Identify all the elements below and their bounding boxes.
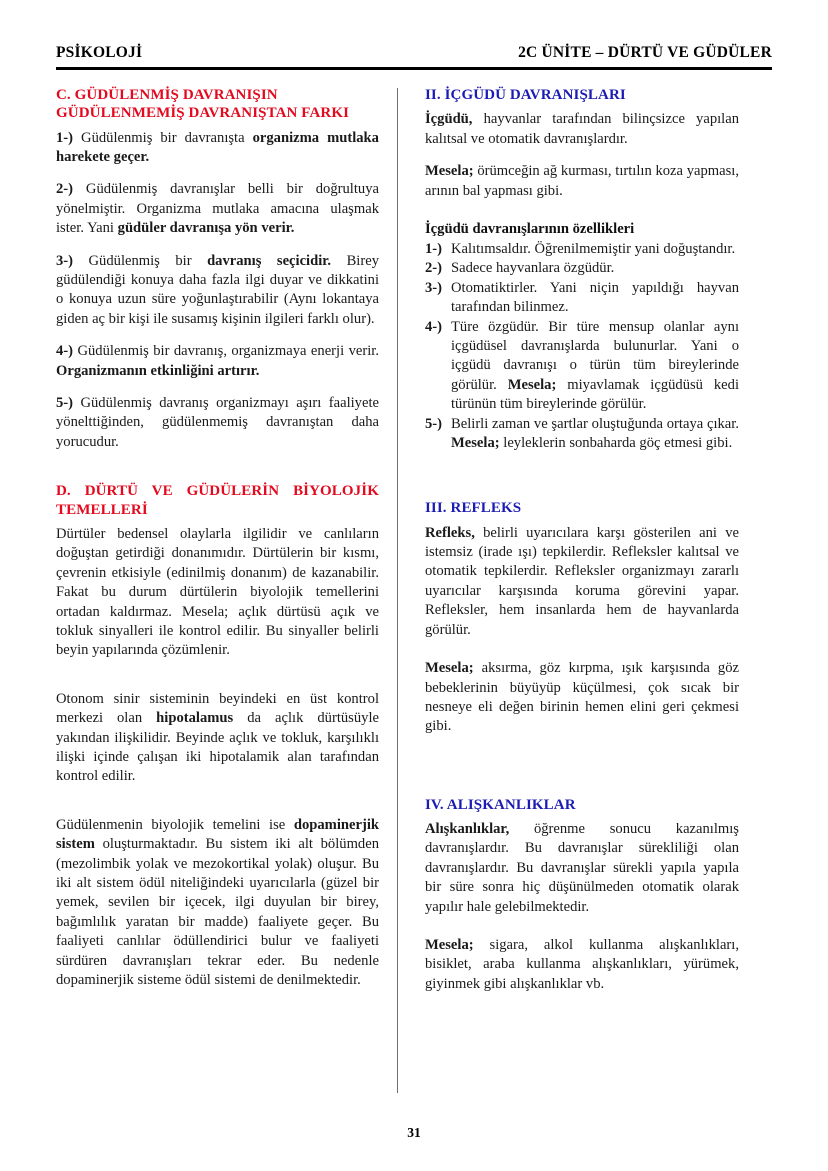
body-text: leyleklerin sonbaharda göç etmesi gibi. [499, 434, 733, 451]
header-rule [56, 67, 772, 70]
emphasis-text: dopaminerjik sistem [56, 816, 379, 853]
list-item [425, 259, 739, 278]
emphasis-text: 5-) [56, 395, 81, 412]
body-text: Güdülenmiş bir [88, 252, 208, 269]
emphasis-text: Mesela; [425, 163, 474, 180]
body-text: Belirli zaman ve şartlar oluştuğunda ortaya çıkar. [451, 415, 739, 432]
section-d-paragraph-1 [56, 525, 379, 661]
body-text: Otomatiktirler. Yani niçin yapıldığı hayvan tarafından bilinmez. [451, 279, 739, 316]
spacer [56, 674, 379, 690]
instinct-traits-list [425, 240, 739, 453]
list-item [425, 318, 739, 415]
body-text: Güdülenmenin biyolojik temelini ise [56, 816, 294, 833]
body-text: Birey güdülendiği konuya daha fazla ilgi duyar ve dikkatini o konuya uzun süre yoğunlaştırabilir (Aynı lokantaya giden aç bir kişi ile susamış kişinin ilgileri farklı olur). [56, 252, 379, 327]
body-text: hayvanlar tarafından bilinçsizce yapılan kalıtsal ve otomatik davranışlardır. [425, 111, 739, 147]
emphasis-text: 1-) [56, 129, 82, 146]
section-iii-paragraph-1 [425, 524, 739, 640]
running-head-subject: PSİKOLOJİ [56, 44, 143, 61]
emphasis-text: güdüler davranışa yön verir. [117, 220, 295, 237]
emphasis-text: 2-) [56, 181, 86, 198]
body-text: Sadece hayvanlara özgüdür. [451, 260, 615, 277]
emphasis-text: Mesela; [425, 660, 474, 677]
section-c-items [56, 129, 379, 453]
left-column [56, 86, 397, 1003]
section-iii-paragraph-2 [425, 659, 739, 737]
body-text: oluşturmaktadır. Bu sistem iki alt bölümden (mezolimbik yolak ve mezokortikal yolak) oluşur. Bu iki alt sistem ödül niteliğindeki uyarıcılarla (güzel bir yemek, sevilen bir içecek, ilgi duyulan bir birey, bağımlılık yaratan bir madde) faaliyete geçer. Bu faaliyeti canlılar ödüllendirici bulur ve faaliyeti sürdüren davranışları tekrar eder. Bu nedenle dopaminerjik sisteme ödül sistemi de denilmektedir. [56, 836, 379, 988]
emphasis-text: Mesela; [507, 376, 557, 393]
list-item-number: 5-) [425, 415, 443, 432]
instinct-traits-heading: İçgüdü davranışlarının özellikleri [425, 220, 635, 237]
list-item [425, 279, 739, 318]
body-text: Otonom sinir sisteminin beyindeki en üst kontrol merkezi olan [56, 690, 379, 727]
page-number: 31 [407, 1125, 421, 1140]
right-column [398, 86, 739, 1007]
emphasis-text: İçgüdü, [425, 111, 473, 128]
section-d-paragraph-2 [56, 690, 379, 787]
list-item-number: 2-) [425, 260, 443, 277]
list-item [425, 415, 739, 454]
body-text: Türe özgüdür. Bir türe mensup olanlar aynı içgüdüsel davranışlarda bulunurlar. Yani o içgüdü davranışı o türün tüm bireylerinde görülür. [451, 318, 739, 393]
spacer [56, 452, 379, 482]
numbered-paragraph [56, 252, 379, 330]
body-text: örümceğin ağ kurması, tırtılın koza yapması, arının bal yapması gibi. [425, 163, 739, 199]
list-item [425, 240, 739, 259]
numbered-paragraph [56, 180, 379, 238]
numbered-paragraph [56, 342, 379, 381]
running-head [56, 44, 772, 67]
body-text: Güdülenmiş davranış organizmayı aşırı faaliyete yönelttiğinden, güdülenmemiş davranıştan daha yorucudur. [56, 395, 379, 450]
body-text: öğrenme sonucu kazanılmış davranışlardır. Bu davranışlar sürekliliği olan davranışlardır. Bu davranışlar sürekli yapıla yapıla bir süre sonra hiç düşünülmeden otomatik olarak yapılır hale gelebilmektedir. [425, 821, 739, 915]
numbered-paragraph [56, 394, 379, 452]
emphasis-text: Mesela; [425, 937, 474, 954]
body-text: Güdülenmiş bir davranış, organizmaya enerji verir. [77, 343, 379, 360]
spacer [425, 750, 739, 796]
emphasis-text: 4-) [56, 343, 78, 360]
heading-section-c: C. GÜDÜLENMİŞ DAVRANIŞIN GÜDÜLENMEMİŞ DAVRANIŞTAN FARKI [56, 87, 350, 122]
section-d-paragraph-3 [56, 816, 379, 991]
running-head-unit: 2C ÜNİTE – DÜRTÜ VE GÜDÜLER [518, 44, 772, 61]
body-text: Kalıtımsaldır. Öğrenilmemiştir yani doğuştandır. [451, 240, 736, 257]
numbered-paragraph [56, 129, 379, 168]
body-text: miyavlamak içgüdüsü kedi türünün tüm bireylerinde görülür. [451, 376, 740, 413]
list-item-number: 4-) [425, 318, 443, 335]
heading-section-ii: II. İÇGÜDÜ DAVRANIŞLARI [425, 87, 626, 103]
heading-section-iv: IV. ALIŞKANLIKLAR [425, 796, 576, 813]
emphasis-text: Refleks, [425, 524, 475, 541]
body-text: sigara, alkol kullanma alışkanlıkları, bisiklet, araba kullanma alışkanlıkları, yürümek, giyinmek gibi alışkanlıklar vb. [425, 937, 739, 992]
emphasis-text: 3-) [56, 252, 89, 269]
body-text: belirli uyarıcılara karşı gösterilen ani ve istemsiz (irade ışı) tepkilerdir. Refleksler kalıtsal ve otomatik tepkilerdir. Refleksler organizmayı zararlı uyarıcılar karşısında koruma görevini yapar. Refleksler, hem insanlarda hem de hayvanlarda görülür. [425, 524, 739, 638]
heading-section-d: D. DÜRTÜ VE GÜDÜLERİN BİYOLOJİK TEMELLERİ [56, 483, 379, 518]
emphasis-text: Alışkanlıklar, [425, 821, 510, 838]
heading-section-iii: III. REFLEKS [425, 500, 522, 517]
list-item-number: 3-) [425, 279, 443, 296]
emphasis-text: Organizmanın etkinliğini artırır. [56, 362, 260, 379]
body-text: Güdülenmiş bir davranışta [81, 129, 253, 146]
emphasis-text: Mesela; [451, 434, 500, 451]
two-column-body [56, 86, 772, 1093]
emphasis-text: organizma mutlaka harekete geçer. [56, 129, 379, 165]
body-text: da açlık dürtüsüyle yakından ilişkilidir. Beyinde açlık ve tokluk, karşılıklı ilişki içinde çalışan iki hipotalamik alan tarafından kontrol edilir. [56, 710, 379, 785]
list-item-number: 1-) [425, 240, 443, 257]
section-ii-paragraph-1 [425, 110, 739, 149]
section-ii-paragraph-2 [425, 162, 739, 201]
section-iv-paragraph-1 [425, 820, 739, 917]
emphasis-text: hipotalamus [156, 710, 234, 727]
body-text: Dürtüler bedensel olaylarla ilgilidir ve canlıların doğuştan getirdiği donanımıdır. Dürtülerin bir kısmı, çevrenin etkisiyle (edinilmiş donanım) de kazanabilir. Fakat bu durum dürtülerin biyolojik temellerini ortadan kaldırmaz. Mesela; açlık dürtüsü açık ve tokluk sinyalleri ile kontrol edilir. Bu sinyaller belirli beyin yapılarında çözümlenir. [56, 525, 379, 659]
emphasis-text: davranış seçicidir. [207, 252, 332, 269]
spacer [56, 800, 379, 816]
spacer [425, 453, 739, 499]
body-text: Güdülenmiş davranışlar belli bir doğrultuya yönelmiştir. Organizma mutlaka amacına ulaşmak ister. Yani [56, 181, 379, 237]
body-text: aksırma, göz kırpma, ışık karşısında göz bebeklerinin büyüyüp küçülmesi, çok sıcak bir nesneye eli değen birinin hemen elini geri çekmesi gibi. [425, 660, 739, 735]
section-iv-paragraph-2 [425, 936, 739, 994]
